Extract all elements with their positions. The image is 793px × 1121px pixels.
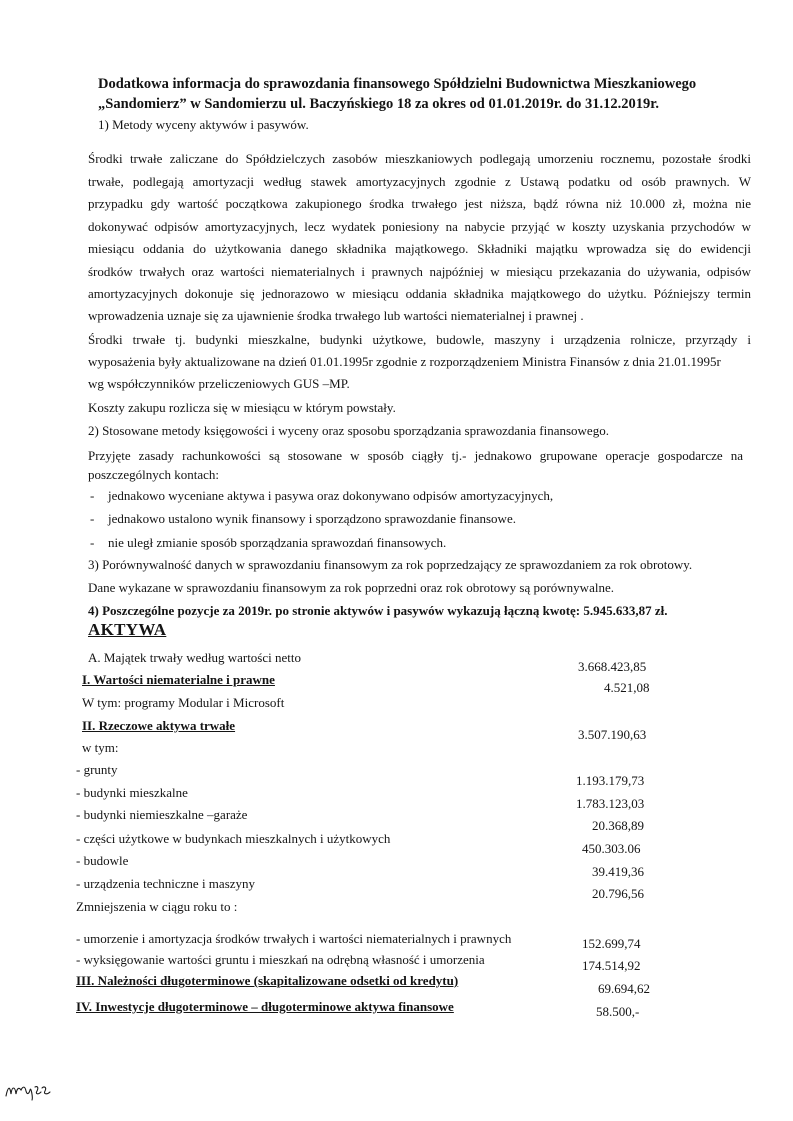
section-1-paragraph-line: amortyzacyjnych dokonuje się jednorazowo w miesiącu oddania składnika majątkowego do użytku. Późniejszy termin [88,286,751,301]
aktywa-row-label: - urządzenia techniczne i maszyny [76,876,256,891]
bullet-marker: - [90,488,95,503]
bullet-marker: - [90,535,95,550]
aktywa-row-label: W tym: programy Modular i Microsoft [82,695,285,710]
aktywa-row-label: IV. Inwestycje długoterminowe – długoterminowe aktywa finansowe [76,999,454,1014]
document-title-line-1: Dodatkowa informacja do sprawozdania finansowego Spółdzielni Budownictwa Mieszkaniowego [98,76,697,92]
aktywa-row-value: 152.699,74 [582,936,641,951]
aktywa-row-label: III. Należności długoterminowe (skapitalizowane odsetki od kredytu) [76,973,459,988]
aktywa-row-value: 1.783.123,03 [576,796,645,811]
aktywa-row-label: - budynki niemieszkalne –garaże [76,807,248,822]
aktywa-row-label: w tym: [82,740,119,755]
section-1-paragraph-line: środków trwałych oraz wartości niematerialnych i prawnych najpóźniej w miesiącu przekazania do używania, odpisów [88,264,751,279]
aktywa-row-value: 450.303.06 [582,841,641,856]
aktywa-row-label: - wyksięgowanie wartości gruntu i mieszkań na odrębną własność i umorzenia [76,952,485,967]
section-1-paragraph-line: dokonywać odpisów amortyzacyjnych, lecz wydatek poniesiony na nabycie przyjąć w koszty uzyskania przychodów w [88,219,751,234]
aktywa-row-label: - części użytkowe w budynkach mieszkalnych i użytkowych [76,831,391,846]
aktywa-row-label: Zmniejszenia w ciągu roku to : [76,899,238,914]
section-1-paragraph-line: Środki trwałe zaliczane do Spółdzielczych zasobów mieszkaniowych podlegają umorzeniu rocznemu, pozostałe środki [88,151,751,166]
aktywa-row-value: 1.193.179,73 [576,773,645,788]
bullet-item: nie uległ zmianie sposób sporządzania sprawozdań finansowych. [108,535,447,550]
aktywa-row-label: - umorzenie i amortyzacja środków trwałych i wartości niematerialnych i prawnych [76,931,512,946]
section-2-heading: 2) Stosowane metody księgowości i wyceny oraz sposobu sporządzania sprawozdania finansowego. [88,423,609,438]
aktywa-row-label: - budowle [76,853,129,868]
section-1-paragraph-2-line: wyposażenia były aktualizowane na dzień 01.01.1995r zgodnie z rozporządzeniem Ministra Finansów z dnia 21.01.1995r [88,354,721,369]
aktywa-row-value: 4.521,08 [604,680,650,695]
aktywa-row-value: 69.694,62 [598,981,650,996]
section-1-paragraph-line: trwałe, podlegają amortyzacji według stawek amortyzacyjnych zgodnie z Ustawą podatku od osób prawnych. W [88,174,751,189]
aktywa-row-value: 58.500,- [596,1004,640,1019]
section-1-paragraph-line: miesiącu oddania do użytkowania danego składnika majątkowego. Składniki majątku wprowadza się do ewidencji [88,241,751,256]
section-2-intro-line: poszczególnych kontach: [88,467,220,482]
section-1-paragraph-line: wprowadzenia uznaje się za ujawnienie środka trwałego lub wartości niematerialnej i prawnej . [88,308,584,323]
aktywa-heading: AKTYWA [88,620,167,639]
document-title-line-2: „Sandomierz” w Sandomierzu ul. Baczyńskiego 18 za okres od 01.01.2019r. do 31.12.2019r. [98,96,659,112]
aktywa-row-value: 20.796,56 [592,886,644,901]
aktywa-row-value: 3.507.190,63 [578,727,647,742]
section-1-paragraph-line: przypadku gdy wartość początkowa zakupionego środka trwałego jest niższa, bądź równa niż 10.000 zł, można nie [88,196,751,211]
section-1-heading: 1) Metody wyceny aktywów i pasywów. [98,117,309,132]
section-3-heading: 3) Porównywalność danych w sprawozdaniu finansowym za rok poprzedzający ze sprawozdaniem za rok obrotowy. [88,557,693,572]
aktywa-row-value: 39.419,36 [592,864,644,879]
aktywa-row-value: 20.368,89 [592,818,644,833]
section-4-heading: 4) Poszczególne pozycje za 2019r. po stronie aktywów i pasywów wykazują łączną kwotę: 5.945.633,87 zł. [88,603,668,618]
bullet-item: jednakowo wyceniane aktywa i pasywa oraz dokonywano odpisów amortyzacyjnych, [108,488,554,503]
bullet-marker: - [90,511,95,526]
aktywa-row-label: II. Rzeczowe aktywa trwałe [82,718,236,733]
aktywa-row-label: - grunty [76,762,118,777]
section-3-text: Dane wykazane w sprawozdaniu finansowym za rok poprzedni oraz rok obrotowy są porównywalne. [88,580,614,595]
section-2-intro-line: Przyjęte zasady rachunkowości są stosowane w sposób ciągły tj.- jednakowo grupowane operacje gospodarcze na [88,448,743,463]
section-1-paragraph-2-line: Środki trwałe tj. budynki mieszkalne, budynki użytkowe, budowle, maszyny i urządzenia rolnicze, przyrządy i [88,332,751,347]
aktywa-row-label: A. Majątek trwały według wartości netto [88,650,301,665]
bullet-item: jednakowo ustalono wynik finansowy i sporządzono sprawozdanie finansowe. [108,511,516,526]
aktywa-row-label: I. Wartości niematerialne i prawne [82,672,275,687]
section-1-paragraph-2-line: wg współczynników przeliczeniowych GUS –MP. [88,376,350,391]
aktywa-row-value: 174.514,92 [582,958,641,973]
handwritten-initials-signature [4,1078,52,1102]
section-1-paragraph-3: Koszty zakupu rozlicza się w miesiącu w którym powstały. [88,400,396,415]
aktywa-row-label: - budynki mieszkalne [76,785,188,800]
aktywa-row-value: 3.668.423,85 [578,659,647,674]
